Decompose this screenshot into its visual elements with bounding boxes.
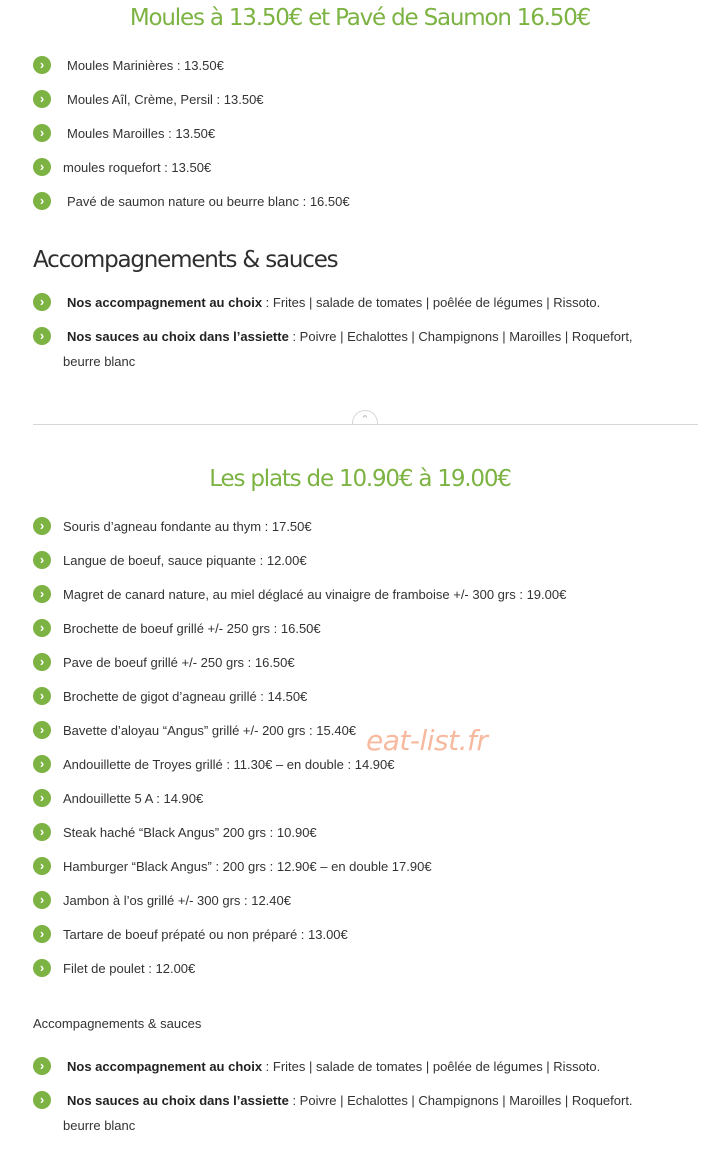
chevron-right-icon: ›: [33, 1057, 51, 1075]
list-item: › Moules Aîl, Crème, Persil : 13.50€: [33, 88, 683, 112]
chevron-right-icon: ›: [33, 687, 51, 705]
accompagnements-subtitle: Accompagnements & sauces: [33, 1016, 202, 1031]
list-item: › Andouillette 5 A : 14.90€: [33, 787, 683, 811]
list-item: › Pavé de saumon nature ou beurre blanc : 16.50€: [33, 190, 683, 214]
chevron-right-icon: ›: [33, 293, 51, 311]
chevron-right-icon: ›: [33, 327, 51, 345]
chevron-right-icon: ›: [33, 56, 51, 74]
chevron-right-icon: ›: [33, 789, 51, 807]
chevron-right-icon: ›: [33, 551, 51, 569]
chevron-right-icon: ›: [33, 721, 51, 739]
sauces-continuation: beurre blanc: [63, 354, 136, 369]
list-item: › Pave de boeuf grillé +/- 250 grs : 16.50€: [33, 651, 683, 675]
chevron-right-icon: ›: [33, 158, 51, 176]
list-item: › Nos sauces au choix dans l’assiette : Poivre | Echalottes | Champignons | Maroilles | Roquefort.: [33, 1089, 683, 1113]
list-item: › Nos sauces au choix dans l’assiette : Poivre | Echalottes | Champignons | Maroilles | Roquefort,: [33, 325, 683, 349]
list-item: › Andouillette de Troyes grillé : 11.30€ – en double : 14.90€: [33, 753, 683, 777]
list-item: › Nos accompagnement au choix : Frites | salade de tomates | poêlée de légumes | Rissoto.: [33, 291, 683, 315]
list-item: › Nos accompagnement au choix : Frites | salade de tomates | poêlée de légumes | Rissoto.: [33, 1055, 683, 1079]
accompagnements-list: [33, 291, 683, 349]
list-item: › Moules Maroilles : 13.50€: [33, 122, 683, 146]
chevron-right-icon: ›: [33, 192, 51, 210]
accompagnements-title: Accompagnements & sauces: [33, 247, 338, 273]
list-item: › Magret de canard nature, au miel déglacé au vinaigre de framboise +/- 300 grs : 19.00€: [33, 583, 683, 607]
chevron-up-icon[interactable]: ⌃: [352, 410, 378, 424]
list-item: › Hamburger “Black Angus” : 200 grs : 12.90€ – en double 17.90€: [33, 855, 683, 879]
chevron-right-icon: ›: [33, 1091, 51, 1109]
list-item: › Brochette de boeuf grillé +/- 250 grs : 16.50€: [33, 617, 683, 641]
chevron-right-icon: ›: [33, 755, 51, 773]
chevron-right-icon: ›: [33, 124, 51, 142]
accompagnements-list-2: [33, 1055, 683, 1113]
section-title-moules: Moules à 13.50€ et Pavé de Saumon 16.50€: [129, 5, 591, 31]
chevron-right-icon: ›: [33, 517, 51, 535]
list-item: › Tartare de boeuf prépaté ou non préparé : 13.00€: [33, 923, 683, 947]
plats-list: [33, 515, 683, 981]
chevron-right-icon: ›: [33, 653, 51, 671]
section-title-plats: Les plats de 10.90€ à 19.00€: [209, 466, 511, 492]
chevron-right-icon: ›: [33, 619, 51, 637]
list-item: › Moules Marinières : 13.50€: [33, 54, 683, 78]
list-item: › Bavette d’aloyau “Angus” grillé +/- 200 grs : 15.40€: [33, 719, 683, 743]
list-item: › Filet de poulet : 12.00€: [33, 957, 683, 981]
watermark: eat-list.fr: [366, 724, 488, 757]
list-item: › Langue de boeuf, sauce piquante : 12.00€: [33, 549, 683, 573]
list-item: › moules roquefort : 13.50€: [33, 156, 683, 180]
chevron-right-icon: ›: [33, 857, 51, 875]
list-item: › Steak haché “Black Angus” 200 grs : 10.90€: [33, 821, 683, 845]
sauces-continuation-2: beurre blanc: [63, 1118, 136, 1133]
chevron-right-icon: ›: [33, 959, 51, 977]
list-item: › Jambon à l’os grillé +/- 300 grs : 12.40€: [33, 889, 683, 913]
moules-list: [33, 54, 683, 214]
list-item: › Souris d’agneau fondante au thym : 17.50€: [33, 515, 683, 539]
chevron-right-icon: ›: [33, 90, 51, 108]
chevron-right-icon: ›: [33, 585, 51, 603]
list-item: › Brochette de gigot d’agneau grillé : 14.50€: [33, 685, 683, 709]
chevron-right-icon: ›: [33, 925, 51, 943]
chevron-right-icon: ›: [33, 823, 51, 841]
chevron-right-icon: ›: [33, 891, 51, 909]
